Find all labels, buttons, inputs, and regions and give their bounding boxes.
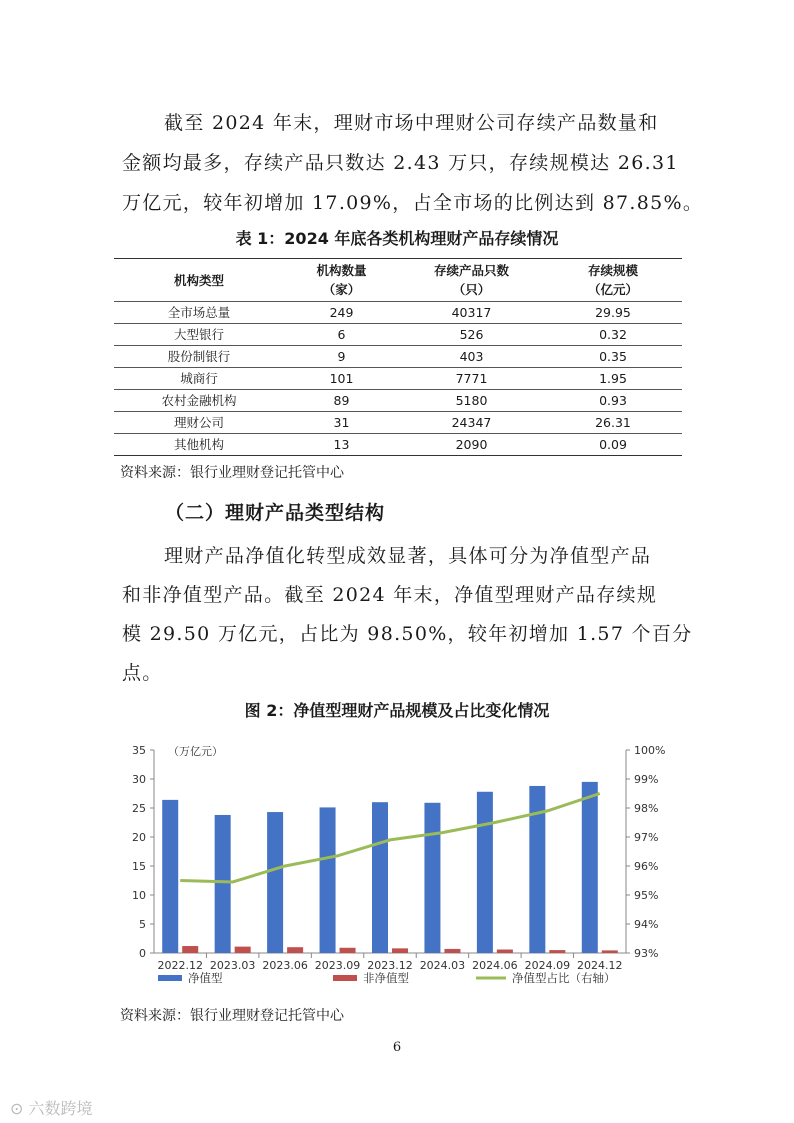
table-cell: 89 xyxy=(284,390,399,412)
table-cell: 大型银行 xyxy=(114,324,284,346)
x-tick-label: 2023.09 xyxy=(314,959,361,972)
paragraph-line: 和非净值型产品。截至 2024 年末，净值型理财产品存续规 xyxy=(122,584,658,606)
table-row xyxy=(114,302,682,324)
table-row xyxy=(114,390,682,412)
legend-label: 非净值型 xyxy=(363,971,409,985)
y-tick-label: 20 xyxy=(132,831,146,844)
table-cell: 403 xyxy=(399,346,544,368)
table-header-row xyxy=(114,259,682,302)
table-cell: 0.35 xyxy=(544,346,682,368)
header-line: （只） xyxy=(452,282,491,297)
table-cell: 0.93 xyxy=(544,390,682,412)
table-cell: 7771 xyxy=(399,368,544,390)
bar-net-value xyxy=(162,800,178,953)
section-heading: （二）理财产品类型结构 xyxy=(165,502,386,524)
x-tick-label: 2023.03 xyxy=(209,959,256,972)
header-line: （家） xyxy=(322,282,361,297)
table-cell: 股份制银行 xyxy=(114,346,284,368)
chart-caption: 图 2：净值型理财产品规模及占比变化情况 xyxy=(244,701,550,720)
legend-swatch xyxy=(333,975,357,981)
chart-source-note: 资料来源：银行业理财登记托管中心 xyxy=(120,1008,344,1024)
table-cell: 13 xyxy=(284,434,399,456)
table-row xyxy=(114,346,682,368)
table-cell: 全市场总量 xyxy=(114,302,284,324)
table-cell: 0.09 xyxy=(544,434,682,456)
y2-tick-label: 99% xyxy=(634,773,659,786)
y2-tick-label: 96% xyxy=(634,860,659,873)
bar-non-net-value xyxy=(497,950,513,953)
x-tick-label: 2024.12 xyxy=(577,959,623,972)
watermark xyxy=(10,1096,93,1119)
bar-non-net-value xyxy=(182,946,198,953)
paragraph-line: 点。 xyxy=(122,662,163,684)
y2-tick-label: 95% xyxy=(634,889,659,902)
legend-swatch xyxy=(158,975,182,981)
y-tick-label: 10 xyxy=(132,889,146,902)
table-row xyxy=(114,434,682,456)
y-tick-label: 5 xyxy=(139,918,146,931)
y-tick-label: 35 xyxy=(132,744,146,757)
table-cell: 1.95 xyxy=(544,368,682,390)
header-line: 存续规模 xyxy=(587,263,638,278)
paragraph-line: 截至 2024 年末，理财市场中理财公司存续产品数量和 xyxy=(164,112,659,134)
table-cell: 农村金融机构 xyxy=(114,390,284,412)
header-line: 机构数量 xyxy=(316,263,367,278)
y2-tick-label: 93% xyxy=(634,947,659,960)
x-tick-label: 2024.03 xyxy=(419,959,466,972)
table-cell: 2090 xyxy=(399,434,544,456)
y2-tick-label: 94% xyxy=(634,918,659,931)
table-cell: 5180 xyxy=(399,390,544,412)
x-tick-label: 2024.09 xyxy=(524,959,571,972)
y2-tick-label: 97% xyxy=(634,831,659,844)
table-caption: 表 1：2024 年底各类机构理财产品存续情况 xyxy=(235,229,559,248)
y-tick-label: 15 xyxy=(132,860,146,873)
bar-net-value xyxy=(477,792,493,953)
y-tick-label: 0 xyxy=(139,947,146,960)
paragraph-line: 模 29.50 万亿元，占比为 98.50%，较年初增加 1.57 个百分 xyxy=(122,623,693,645)
table-cell: 24347 xyxy=(399,412,544,434)
header-institution-type xyxy=(114,259,284,302)
page-number: 6 xyxy=(392,1040,402,1055)
header-line: 机构类型 xyxy=(173,272,224,288)
table-row xyxy=(114,412,682,434)
table-cell: 249 xyxy=(284,302,399,324)
table-source-note: 资料来源：银行业理财登记托管中心 xyxy=(120,465,344,481)
x-tick-label: 2022.12 xyxy=(157,959,203,972)
x-tick-label: 2023.06 xyxy=(262,959,308,972)
header-line: （亿元） xyxy=(587,282,638,297)
table-cell: 0.32 xyxy=(544,324,682,346)
table-cell: 9 xyxy=(284,346,399,368)
watermark-logo-icon: ⊙ xyxy=(10,1099,24,1118)
bar-net-value xyxy=(215,815,231,953)
paragraph-line: 金额均最多，存续产品只数达 2.43 万只，存续规模达 26.31 xyxy=(122,152,679,174)
paragraph-line: 万亿元，较年初增加 17.09%，占全市场的比例达到 87.85%。 xyxy=(122,192,704,214)
y-tick-label: 25 xyxy=(132,802,146,815)
bar-net-value xyxy=(320,807,336,953)
paragraph-line: 理财产品净值化转型成效显著，具体可分为净值型产品 xyxy=(164,545,652,567)
header-scale xyxy=(544,259,682,302)
table-row xyxy=(114,324,682,346)
bar-net-value xyxy=(424,803,440,953)
table-cell: 城商行 xyxy=(114,368,284,390)
bar-non-net-value xyxy=(340,948,356,953)
bar-net-value xyxy=(372,802,388,953)
y-tick-label: 30 xyxy=(132,773,146,786)
legend-label: 净值型 xyxy=(188,971,223,985)
bar-net-value xyxy=(267,812,283,953)
watermark-text: 六数跨境 xyxy=(28,1099,93,1118)
bar-non-net-value xyxy=(392,948,408,953)
table-cell: 6 xyxy=(284,324,399,346)
header-product-count xyxy=(399,259,544,302)
header-institution-count xyxy=(284,259,399,302)
bar-net-value xyxy=(582,782,598,953)
table-cell: 526 xyxy=(399,324,544,346)
y-axis-label: （万亿元） xyxy=(168,745,223,758)
table-row xyxy=(114,368,682,390)
bar-non-net-value xyxy=(287,947,303,953)
net-value-chart xyxy=(118,735,688,995)
header-line: 存续产品只数 xyxy=(433,263,509,278)
x-tick-label: 2023.12 xyxy=(367,959,413,972)
table-cell: 其他机构 xyxy=(114,434,284,456)
x-tick-label: 2024.06 xyxy=(472,959,518,972)
y2-tick-label: 100% xyxy=(634,744,666,757)
bar-non-net-value xyxy=(444,949,460,953)
table-cell: 29.95 xyxy=(544,302,682,324)
bar-non-net-value xyxy=(602,950,618,953)
legend-label: 净值型占比（右轴） xyxy=(512,971,616,985)
y2-tick-label: 98% xyxy=(634,802,659,815)
table-cell: 101 xyxy=(284,368,399,390)
institution-table xyxy=(114,258,682,456)
table-cell: 理财公司 xyxy=(114,412,284,434)
table-cell: 31 xyxy=(284,412,399,434)
table-cell: 26.31 xyxy=(544,412,682,434)
bar-non-net-value xyxy=(235,947,251,953)
table-cell: 40317 xyxy=(399,302,544,324)
bar-non-net-value xyxy=(549,950,565,953)
